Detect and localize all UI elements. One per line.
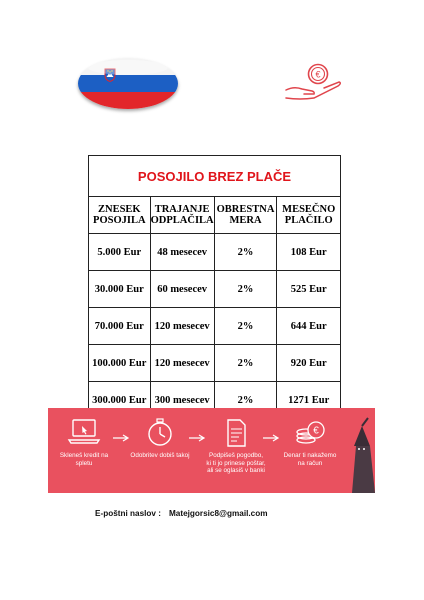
cell-payment: 644 Eur: [277, 308, 341, 345]
cell-payment: 1271 Eur: [277, 382, 341, 419]
step-label: Skleneš kredit na spletu: [59, 452, 109, 467]
cell-payment: 108 Eur: [277, 234, 341, 271]
cell-rate: 2%: [214, 345, 277, 382]
coins-icon: [293, 418, 327, 448]
cell-payment: 920 Eur: [277, 345, 341, 382]
cell-rate: 2%: [214, 308, 277, 345]
cell-rate: 2%: [214, 382, 277, 419]
cell-rate: 2%: [214, 271, 277, 308]
email-value: Matejgorsic8@gmail.com: [168, 509, 268, 518]
arrow-right-icon: [262, 434, 280, 442]
svg-text:€: €: [315, 69, 321, 80]
svg-text:€: €: [313, 425, 319, 437]
laptop-icon: [67, 418, 101, 448]
column-header-duration: TRAJANJE ODPLAČILA: [150, 197, 214, 234]
table-header-row: [89, 197, 341, 234]
hand-euro-coin-icon: [284, 62, 348, 102]
cell-duration: 60 mesecev: [150, 271, 214, 308]
process-banner: [48, 408, 375, 493]
step-apply-online: [54, 418, 114, 467]
arrow-right-icon: [112, 434, 130, 442]
cell-duration: 48 mesecev: [150, 234, 214, 271]
column-header-rate: OBRESTNA MERA: [214, 197, 277, 234]
step-sign-contract: [206, 418, 266, 475]
cell-duration: 300 mesecev: [150, 382, 214, 419]
table-row: [89, 234, 341, 271]
step-money-transfer: [280, 418, 340, 467]
arrow-right-icon: [188, 434, 206, 442]
column-header-amount: ZNESEK POSOJILA: [89, 197, 151, 234]
cell-amount: 30.000 Eur: [89, 271, 151, 308]
column-header-payment: MESEČNO PLAČILO: [277, 197, 341, 234]
cell-payment: 525 Eur: [277, 271, 341, 308]
wizard-figure-icon: [348, 416, 375, 493]
cell-amount: 100.000 Eur: [89, 345, 151, 382]
cell-amount: 300.000 Eur: [89, 382, 151, 419]
table-row: [89, 271, 341, 308]
cell-amount: 70.000 Eur: [89, 308, 151, 345]
contact-email: [95, 509, 268, 518]
email-label: E-poštni naslov :: [95, 509, 161, 518]
cell-amount: 5.000 Eur: [89, 234, 151, 271]
table-row: [89, 345, 341, 382]
step-label: Podpišeš pogodbo, ki ti jo prinese poštar, ali se oglasiš v banki: [206, 452, 266, 474]
document-icon: [219, 418, 253, 448]
cell-duration: 120 mesecev: [150, 345, 214, 382]
step-label: Odobritev dobiš takoj: [130, 452, 190, 459]
cell-rate: 2%: [214, 234, 277, 271]
slovenia-flag-icon: [78, 58, 178, 109]
loan-table: [88, 155, 341, 419]
table-title: POSOJILO BREZ PLAČE: [89, 156, 341, 197]
table-row: [89, 308, 341, 345]
step-approval: [130, 418, 190, 460]
step-label: Denar ti nakažemo na račun: [283, 452, 337, 467]
stopwatch-icon: [143, 418, 177, 448]
cell-duration: 120 mesecev: [150, 308, 214, 345]
